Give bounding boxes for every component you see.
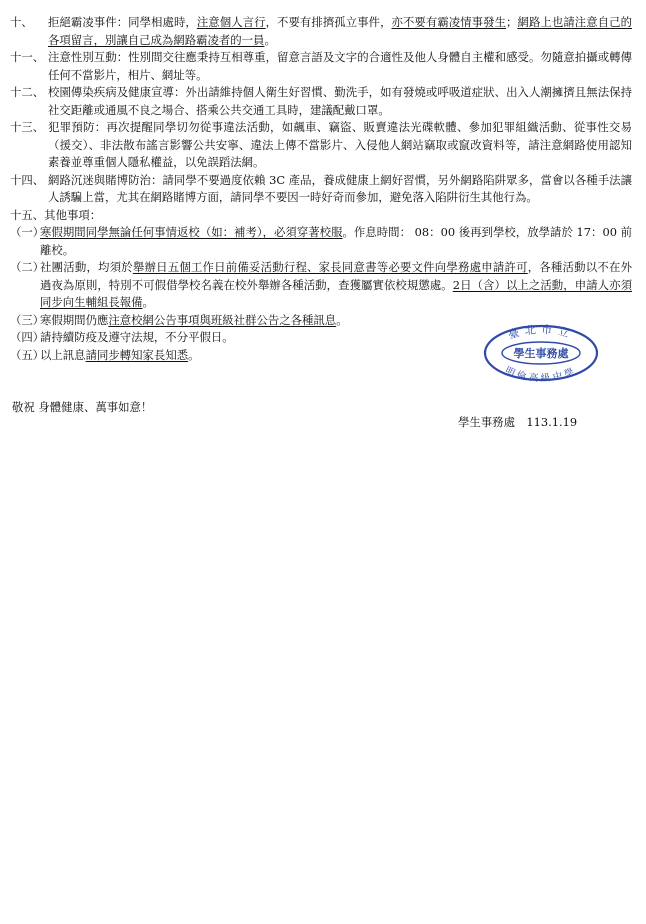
sub-item-1 — [10, 224, 632, 259]
text-segment: 請持續防疫及遵守法規，不分平假日。 — [40, 330, 234, 344]
item-text — [48, 49, 632, 84]
text-segment: 。 — [336, 312, 348, 327]
item-number: 十二、 — [10, 85, 45, 99]
text-segment: 注意性別互動：性別間交往應秉持互相尊重，留意言語及文字的合適性及他人身體自主權和感受。勿隨意拍攝或轉傳任何不當影片，相片、網址等。 — [48, 50, 632, 82]
underlined-text: ，別讓自己成為網路霸凌者的一員 — [93, 32, 265, 47]
closing-greeting: 敬祝 身體健康、萬事如意！ — [12, 400, 153, 414]
text-segment: 。作息時間： 08：00 後再到學校，放學請於 17：00 前離校。 — [40, 225, 632, 257]
text-segment: 。 — [264, 32, 276, 47]
item-number: （四） — [10, 330, 45, 344]
item-number: （二） — [10, 260, 45, 274]
item-number: （三） — [10, 312, 45, 327]
item-text — [48, 119, 632, 172]
underlined-text: 寒假期間同學無論任何事情返校（如：補考），必須穿著校服 — [40, 225, 343, 239]
item-number: （五） — [10, 347, 45, 362]
underlined-text: 請同步轉知家長知悉 — [85, 347, 189, 362]
item-1 — [10, 14, 632, 49]
item-number: 十一、 — [10, 50, 45, 64]
text-segment: 拒絕霸凌事件：同學相處時， — [48, 15, 197, 29]
signature-line: 學生事務處 113.1.19 — [458, 415, 578, 429]
text-segment: ； — [506, 15, 518, 29]
text-segment: 社團活動，均須於 — [40, 260, 133, 274]
item-text — [40, 259, 632, 312]
text-segment: 以上訊息 — [40, 347, 86, 362]
underlined-text: 網路上也請注意自己的各項留言 — [48, 15, 632, 47]
text-segment: 寒假期間仍應 — [40, 312, 109, 327]
item-3 — [10, 84, 632, 119]
item-4 — [10, 119, 632, 172]
seal-center-text: 學生事務處 — [513, 347, 569, 360]
item-text — [48, 172, 632, 207]
text-segment: 網路沉迷與賭博防治：請同學不要過度依賴 3C 產品，養成健康上網好習慣，另外網路陷阱眾多，當會以各種手法讓人誘騙上當，尤其在網路賭博方面，請同學不要因一時好奇而參加，避免落入陷阱衍生其他行為。 — [48, 172, 632, 204]
item-number: 十四、 — [10, 172, 45, 187]
item-number: 十三、 — [10, 120, 45, 134]
text-segment: 犯罪預防：再次提醒同學切勿從事違法活動，如飆車、竊盜、販賣違法光碟軟體、參加犯罪組織活動、從事性交易（援交）、非法散布謠言影響公共安寧、違法上傳不當影片、入侵他人網站竊取或竄改資料等，請注意網路使用認知素養並尊重個人隱私權益，以免誤蹈法網。 — [48, 120, 632, 169]
text-segment: 校園傳染疾病及健康宣導：外出請維持個人衛生好習慣、勤洗手，如有發燒或呼吸道症狀、出入人潮擁擠且無法保持社交距離或通風不良之場合、搭乘公共交通工具時，建議配戴口罩。 — [48, 85, 632, 117]
item-number: 十、 — [10, 15, 33, 29]
underlined-text: 舉辦日五個工作日前備妥活動行程、家長同意書等必要文件向學務處申請許可 — [132, 260, 528, 274]
seal-bottom-text: 明倫高級中學 — [503, 365, 579, 383]
underlined-text: 注意個人言行 — [196, 15, 266, 29]
item-text — [40, 224, 632, 259]
underlined-text: 亦不要有霸凌情事發生 — [391, 15, 507, 29]
section-15-heading: 十五、其他事項： — [10, 207, 102, 222]
text-segment: ，不要有排擠孤立事件， — [265, 15, 392, 29]
office-seal-stamp — [482, 323, 600, 383]
item-5 — [10, 172, 632, 207]
text-segment: 。 — [142, 295, 154, 309]
sub-item-2 — [10, 259, 632, 312]
item-text — [48, 14, 632, 49]
announcement-body — [10, 14, 632, 364]
numbered-items — [10, 14, 632, 207]
item-text — [48, 84, 632, 119]
text-segment: ，各種活動以不在外過夜為原則，特別不可假借學校名義在校外舉辦各種活動，查獲屬實依校規懲處。 — [40, 260, 632, 292]
text-segment: 。 — [188, 347, 200, 362]
underlined-text: 2日（含）以上之活動，申請人亦須同步向生輔組長報備 — [40, 277, 632, 309]
seal-top-text: 臺北市立 — [506, 323, 576, 342]
underlined-text: 注意校網公告事項與班級社群公告之各種訊息 — [108, 312, 337, 327]
item-number: （一） — [10, 225, 45, 239]
item-2 — [10, 49, 632, 84]
